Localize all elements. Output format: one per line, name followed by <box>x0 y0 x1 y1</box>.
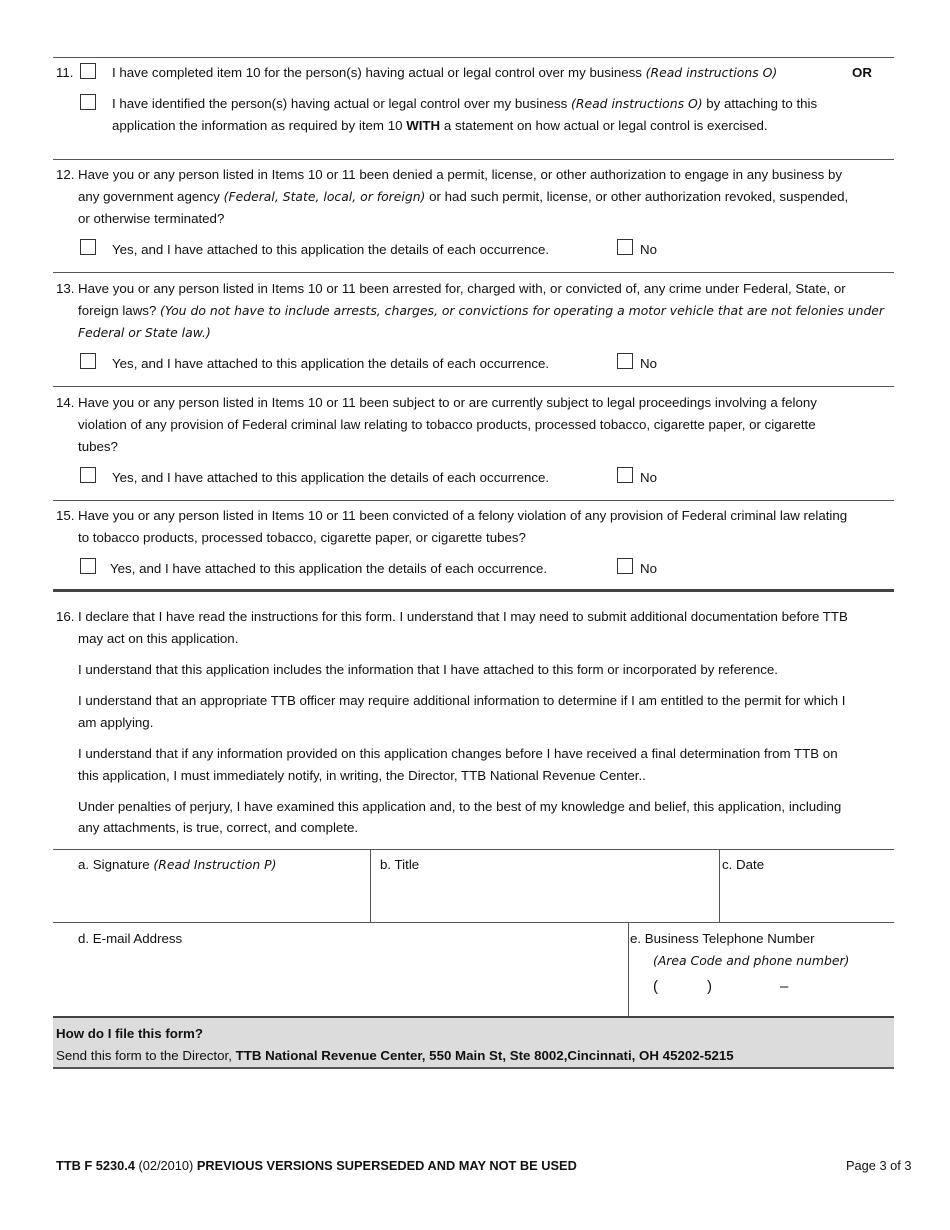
item11-option2-text-line2: application the information as required by item 10 WITH a statement on how actual or legal control is exercised. <box>112 118 768 133</box>
item14-question-line3: tubes? <box>78 439 118 454</box>
item16-paragraph5-line2: any attachments, is true, correct, and complete. <box>78 820 359 835</box>
item12-question-line1: Have you or any person listed in Items 10 or 11 been denied a permit, license, or other authorization to engage in any business by <box>78 167 843 182</box>
divider-14-15 <box>53 500 894 501</box>
item16-paragraph1-line1: I declare that I have read the instructions for this form. I understand that I may need to submit additional documentation before TTB <box>78 609 848 624</box>
footer-page-number: Page 3 of 3 <box>846 1158 912 1173</box>
item11-number: 11. <box>56 65 74 80</box>
item15-no-checkbox[interactable] <box>617 558 633 574</box>
divider-13-14 <box>53 386 894 387</box>
phone-area-close-paren: ) <box>707 978 712 995</box>
divider-15-16 <box>53 589 894 592</box>
date-field-label: c. Date <box>722 857 765 872</box>
filing-instructions: Send this form to the Director, TTB National Revenue Center, 550 Main St, Ste 8002,Cincinnati, OH 45202-5215 <box>56 1048 734 1063</box>
item16-paragraph2: I understand that this application includes the information that I have attached to this form or incorporated by reference. <box>78 662 778 677</box>
footer-form-id: TTB F 5230.4 (02/2010) PREVIOUS VERSIONS SUPERSEDED AND MAY NOT BE USED <box>56 1158 577 1173</box>
item12-number: 12. <box>56 167 75 182</box>
item16-paragraph3-line1: I understand that an appropriate TTB officer may require additional information to determine if I am entitled to the permit for which I <box>78 693 846 708</box>
title-field[interactable] <box>371 874 718 922</box>
item12-no-label: No <box>640 242 657 257</box>
item14-no-label: No <box>640 470 657 485</box>
item15-question-line2: to tobacco products, processed tobacco, cigarette paper, or cigarette tubes? <box>78 530 526 545</box>
email-field[interactable] <box>54 950 627 1016</box>
filing-box-bottom-rule <box>53 1067 894 1069</box>
email-phone-divider <box>628 922 629 1017</box>
item15-no-label: No <box>640 561 657 576</box>
item16-paragraph4-line2: this application, I must immediately notify, in writing, the Director, TTB National Revenue Center.. <box>78 768 646 783</box>
signature-row-top-rule <box>53 849 894 850</box>
top-rule <box>53 57 894 58</box>
item13-question-line3: Federal or State law.) <box>78 325 211 340</box>
item13-question-line1: Have you or any person listed in Items 10 or 11 been arrested for, charged with, or convicted of, any crime under Federal, State, or <box>78 281 846 296</box>
item13-yes-label: Yes, and I have attached to this application the details of each occurrence. <box>112 356 550 371</box>
item16-paragraph3-line2: am applying. <box>78 715 154 730</box>
phone-dash: – <box>780 978 789 995</box>
item13-no-checkbox[interactable] <box>617 353 633 369</box>
item13-no-label: No <box>640 356 657 371</box>
item16-paragraph1-line2: may act on this application. <box>78 631 239 646</box>
item14-yes-checkbox[interactable] <box>80 467 96 483</box>
date-field[interactable] <box>720 874 893 922</box>
item11-option2-text: I have identified the person(s) having actual or legal control over my business (Read instructions O) by attaching to this <box>112 96 818 111</box>
divider-12-13 <box>53 272 894 273</box>
phone-area-open-paren: ( <box>653 978 658 995</box>
item14-no-checkbox[interactable] <box>617 467 633 483</box>
item13-number: 13. <box>56 281 75 296</box>
filing-heading: How do I file this form? <box>56 1026 203 1041</box>
item14-yes-label: Yes, and I have attached to this application the details of each occurrence. <box>112 470 550 485</box>
item11-option2-checkbox[interactable] <box>80 94 96 110</box>
item12-yes-label: Yes, and I have attached to this application the details of each occurrence. <box>112 242 550 257</box>
email-field-label: d. E-mail Address <box>78 931 183 946</box>
item14-number: 14. <box>56 395 75 410</box>
item16-paragraph4-line1: I understand that if any information provided on this application changes before I have received a final determination from TTB on <box>78 746 838 761</box>
title-field-label: b. Title <box>380 857 420 872</box>
item12-yes-checkbox[interactable] <box>80 239 96 255</box>
signature-field[interactable] <box>54 874 369 922</box>
item12-question-line3: or otherwise terminated? <box>78 211 225 226</box>
phone-field-hint: (Area Code and phone number) <box>653 953 850 968</box>
item15-yes-checkbox[interactable] <box>80 558 96 574</box>
item15-question-line1: Have you or any person listed in Items 10 or 11 been convicted of a felony violation of any provision of Federal criminal law relating <box>78 508 848 523</box>
item16-paragraph5-line1: Under penalties of perjury, I have examined this application and, to the best of my knowledge and belief, this application, including <box>78 799 842 814</box>
email-row-top-rule <box>53 922 894 923</box>
item14-question-line2: violation of any provision of Federal criminal law relating to tobacco products, processed tobacco, cigarette paper, or cigarette <box>78 417 816 432</box>
item16-number: 16. <box>56 609 75 624</box>
item12-no-checkbox[interactable] <box>617 239 633 255</box>
item12-question-line2: any government agency (Federal, State, local, or foreign) or had such permit, license, or other authorization revoked, suspended, <box>78 189 849 204</box>
phone-field-label: e. Business Telephone Number <box>630 931 815 946</box>
item11-option1-text: I have completed item 10 for the person(s) having actual or legal control over my business (Read instructions O) <box>112 65 778 80</box>
divider-11-12 <box>53 159 894 160</box>
item13-yes-checkbox[interactable] <box>80 353 96 369</box>
signature-field-label: a. Signature (Read Instruction P) <box>78 857 277 872</box>
item11-or-label: OR <box>852 65 872 80</box>
item14-question-line1: Have you or any person listed in Items 10 or 11 been subject to or are currently subject to legal proceedings involving a felony <box>78 395 817 410</box>
item11-option1-checkbox[interactable] <box>80 63 96 79</box>
item15-number: 15. <box>56 508 75 523</box>
item13-question-line2: foreign laws? (You do not have to include arrests, charges, or convictions for operating a motor vehicle that are not felonies under <box>78 303 885 318</box>
phone-field[interactable] <box>650 975 890 999</box>
item15-yes-label: Yes, and I have attached to this application the details of each occurrence. <box>110 561 548 576</box>
